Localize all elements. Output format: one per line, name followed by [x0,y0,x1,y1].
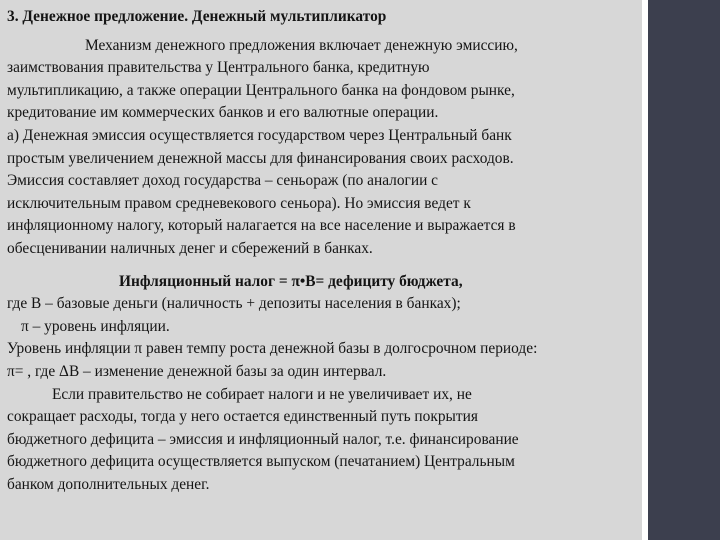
definition-line: Уровень инфляции π равен темпу роста денежной базы в долгосрочном периоде: [7,340,538,358]
text-line: банком дополнительных денег. [7,475,210,493]
text-line: Механизм денежного предложения включает денежную эмиссию, [85,36,518,54]
text-line: Если правительство не собирает налоги и не увеличивает их, не [52,385,472,403]
text-line: простым увеличением денежной массы для финансирования своих расходов. [7,149,514,167]
text-line: исключительным правом средневекового сеньора). Но эмиссия ведет к [7,194,471,212]
text-line: инфляционному налогу, который налагается на все население и выражается в [7,217,516,235]
text-line: сокращает расходы, тогда у него остается единственный путь покрытия [7,408,478,426]
text-line: Эмиссия составляет доход государства – сеньораж (по аналогии с [7,172,439,190]
text-line: бюджетного дефицита осуществляется выпуском (печатанием) Центральным [7,453,515,471]
document-content [7,6,637,496]
formula-line: Инфляционный налог = π•B= дефициту бюджета, [119,272,463,290]
text-line: заимствования правительства у Центрального банка, кредитную [7,59,430,77]
text-line: обесценивании наличных денег и сбережений в банках. [7,239,373,257]
definition-line: где B – базовые деньги (наличность + депозиты населения в банках); [7,295,461,313]
text-line: мультипликацию, а также операции Центрального банка на фондовом рынке, [7,81,515,99]
text-line: а) Денежная эмиссия осуществляется государством через Центральный банк [7,126,512,144]
text-line: бюджетного дефицита – эмиссия и инфляционный налог, т.е. финансирование [7,430,519,448]
definition-line: π= , где ΔB – изменение денежной базы за один интервал. [7,362,387,380]
side-panel [648,0,720,540]
definition-line: π – уровень инфляции. [21,317,170,335]
text-line: кредитование им коммерческих банков и его валютные операции. [7,104,439,122]
page-title: 3. Денежное предложение. Денежный мультипликатор [7,8,387,25]
